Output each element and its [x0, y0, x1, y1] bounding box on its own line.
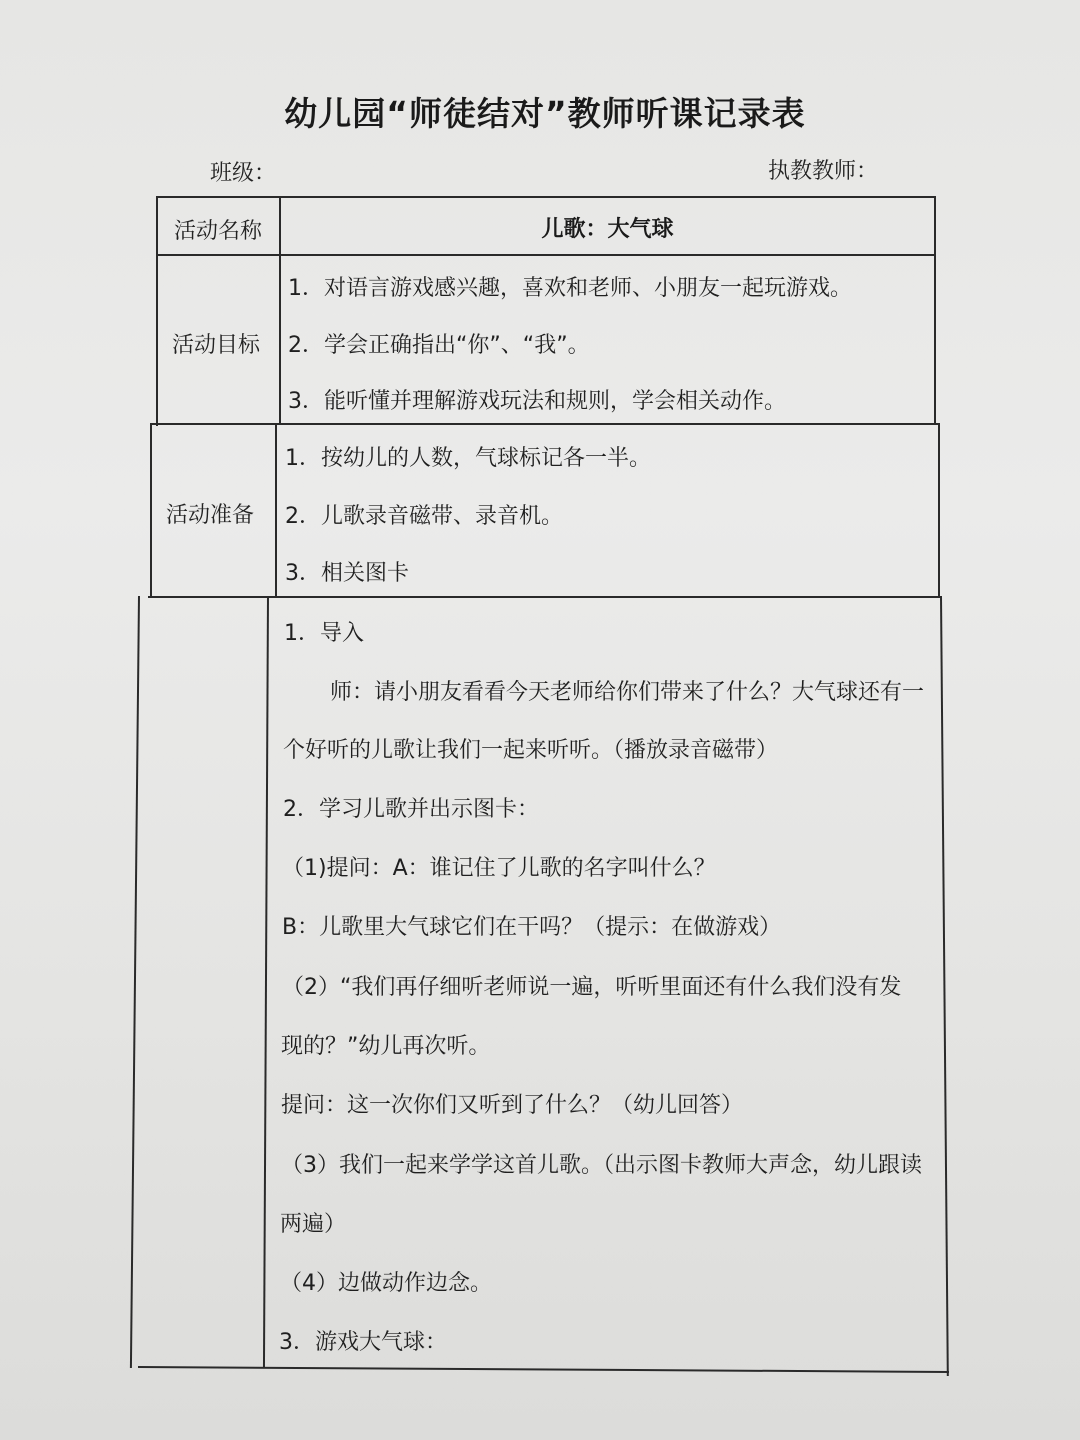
process-line: 两遍）: [280, 1212, 347, 1237]
preparation-item: 1．按幼儿的人数，气球标记各一半。: [285, 446, 651, 471]
process-line: （3）我们一起来学学这首儿歌。（出示图卡教师大声念，幼儿跟读: [281, 1153, 922, 1178]
table-border-bottom: [138, 1366, 949, 1373]
process-line: 3．游戏大气球：: [279, 1330, 447, 1355]
document-title: 幼儿园“师徒结对”教师听课记录表: [284, 94, 806, 133]
table-border-top: [156, 196, 936, 198]
process-line: 现的？”幼儿再次听。: [281, 1034, 491, 1059]
process-line: 提问：这一次你们又听到了什么？（幼儿回答）: [281, 1093, 744, 1118]
table-row-divider: [152, 423, 938, 425]
table-column-divider: [275, 423, 277, 598]
process-line: 2．学习儿歌并出示图卡：: [283, 797, 539, 822]
table-border-right: [938, 423, 940, 598]
table-column-divider: [263, 596, 269, 1368]
activity-name-value: 儿歌：大气球: [541, 217, 674, 242]
table-border-right: [940, 596, 949, 1376]
process-line: 个好听的儿歌让我们一起来听听。（播放录音磁带）: [283, 738, 779, 763]
preparation-item: 3．相关图卡: [285, 561, 409, 586]
process-line: 师：请小朋友看看今天老师给你们带来了什么？大气球还有一: [330, 680, 925, 705]
process-line: （2）“我们再仔细听老师说一遍，听听里面还有什么我们没有发: [282, 975, 902, 1000]
process-line: （4）边做动作边念。: [280, 1271, 492, 1296]
process-line: （1)提问：A：谁记住了儿歌的名字叫什么？: [282, 856, 716, 881]
table-border-left: [150, 423, 152, 598]
table-border-left: [156, 196, 158, 426]
table-border-left: [130, 596, 140, 1368]
process-line: 1．导入: [284, 621, 364, 646]
teacher-label: 执教教师：: [768, 159, 879, 184]
process-line: B：儿歌里大气球它们在干吗？（提示：在做游戏）: [282, 915, 782, 940]
activity-goals-label: 活动目标: [172, 333, 261, 358]
table-row-divider: [156, 254, 936, 256]
goal-item: 1．对语言游戏感兴趣，喜欢和老师、小朋友一起玩游戏。: [288, 276, 852, 301]
activity-preparation-label: 活动准备: [166, 503, 255, 528]
goal-item: 3．能听懂并理解游戏玩法和规则，学会相关动作。: [288, 389, 786, 414]
goal-item: 2．学会正确指出“你”、“我”。: [288, 333, 590, 358]
activity-name-label: 活动名称: [174, 219, 263, 244]
preparation-item: 2．儿歌录音磁带、录音机。: [285, 504, 563, 529]
class-label: 班级：: [210, 161, 277, 186]
